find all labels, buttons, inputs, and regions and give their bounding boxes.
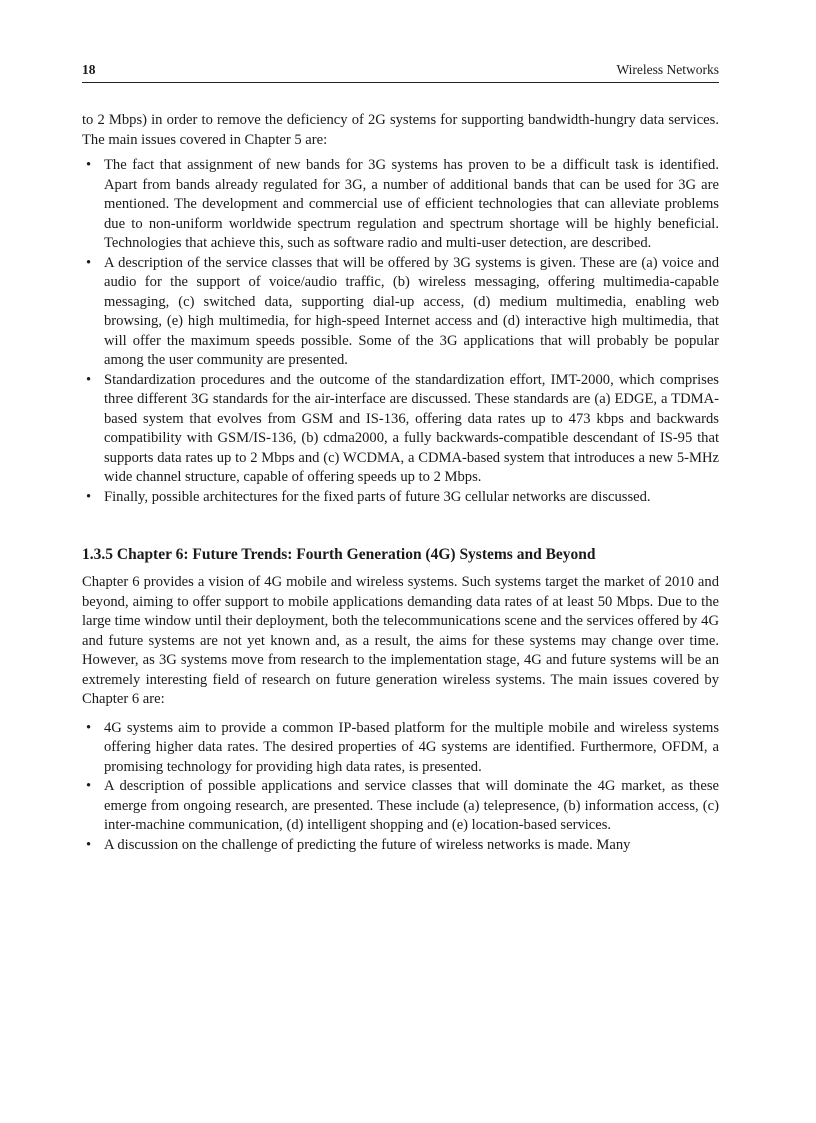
list-item: • A description of the service classes that will be offered by 3G systems is given. These are (a) voice and audio for the support of voice/audio traffic, (b) wireless messaging, offering multimedia-capable messaging, (c) switched data, supporting dial-up access, (d) medium multimedia, enabling web browsing, (e) high multimedia, for high-speed Internet access and (d) interactive high multimedia, that will offer the maximum speeds possible. Some of the 3G applications that will probably be popular among the user community are presented.	[82, 254, 719, 371]
chapter5-issues-list	[82, 156, 719, 507]
page-body	[82, 111, 719, 855]
list-item: • Finally, possible architectures for the fixed parts of future 3G cellular networks are discussed.	[82, 488, 719, 508]
chapter6-paragraph: Chapter 6 provides a vision of 4G mobile and wireless systems. Such systems target the market of 2010 and beyond, aiming to offer support to mobile applications demanding data rates of at least 50 Mbps. Due to the large time window until their deployment, both the telecommunications scene and the services offered by 4G and future systems are not yet known and, as a result, the aims for these systems may change over time. However, as 3G systems move from research to the implementation stage, 4G and future systems will be an extremely interesting field of research on future generation wireless systems. The main issues covered by Chapter 6 are:	[82, 574, 719, 707]
section-heading: 1.3.5 Chapter 6: Future Trends: Fourth Generation (4G) Systems and Beyond	[82, 546, 596, 563]
list-item: • A discussion on the challenge of predicting the future of wireless networks is made. Many	[82, 836, 719, 856]
running-header	[82, 60, 719, 83]
list-item: • 4G systems aim to provide a common IP-based platform for the multiple mobile and wireless systems offering higher data rates. The desired properties of 4G systems are identified. Furthermore, OFDM, a promising technology for providing high data rates, is presented.	[82, 719, 719, 778]
list-item: • The fact that assignment of new bands for 3G systems has proven to be a difficult task is identified. Apart from bands already regulated for 3G, a number of additional bands that can be used for 3G are mentioned. The development and commercial use of efficient technologies that can alleviate problems due to non-uniform worldwide spectrum regulation and spectrum shortage will be highly beneficial. Technologies that achieve this, such as software radio and multi-user detection, are described.	[82, 156, 719, 254]
list-item: • A description of possible applications and service classes that will dominate the 4G market, as these emerge from ongoing research, are presented. These include (a) telepresence, (b) information access, (c) inter-machine communication, (d) intelligent shopping and (e) location-based services.	[82, 777, 719, 836]
chapter6-issues-list	[82, 719, 719, 856]
page-number: 18	[82, 62, 96, 77]
list-item: • Standardization procedures and the outcome of the standardization effort, IMT-2000, which comprises three different 3G standards for the air-interface are discussed. These standards are (a) EDGE, a TDMA-based system that evolves from GSM and IS-136, offering data rates up to 473 kbps and backwards compatibility with GSM/IS-136, (b) cdma2000, a fully backwards-compatible descendant of IS-95 that supports data rates up to 2 Mbps and (c) WCDMA, a CDMA-based system that introduces a new 5-MHz wide channel structure, capable of offering speeds up to 2 Mbps.	[82, 371, 719, 488]
intro-paragraph: to 2 Mbps) in order to remove the deficiency of 2G systems for supporting bandwidth-hungry data services. The main issues covered in Chapter 5 are:	[82, 112, 719, 148]
running-title: Wireless Networks	[616, 62, 719, 77]
